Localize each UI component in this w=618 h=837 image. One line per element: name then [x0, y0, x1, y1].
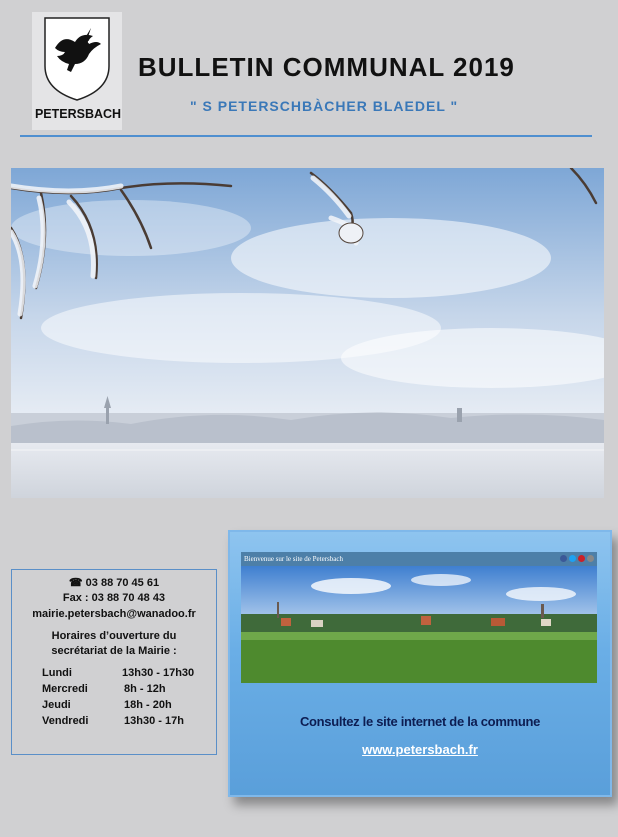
hours-time: 13h30 - 17h30 — [122, 667, 195, 679]
fax-number: Fax : 03 88 70 48 43 — [62, 592, 166, 604]
hours-time: 13h30 - 17h — [124, 715, 184, 727]
hours-heading-line2: secrétariat de la Mairie : — [51, 645, 177, 657]
facebook-icon — [560, 555, 567, 562]
website-url-link[interactable]: www.petersbach.fr — [362, 742, 478, 757]
email-icon — [587, 555, 594, 562]
hours-day: Vendredi — [42, 715, 89, 727]
hours-time: 8h - 12h — [124, 683, 166, 695]
bulletin-title: BULLETIN COMMUNAL 2019 — [138, 52, 515, 82]
hours-day: Mercredi — [42, 683, 88, 695]
website-welcome-text: Bienvenue sur le site de Petersbach — [244, 555, 343, 563]
hero-winter-photo — [11, 168, 604, 498]
mairie-contact-box — [11, 569, 217, 755]
bulletin-subtitle: " S PETERSCHBÀCHER BLAEDEL " — [190, 98, 459, 114]
phone-number: ☎ 03 88 70 45 61 — [68, 577, 160, 589]
commune-name: PETERSBACH — [34, 107, 122, 121]
hours-time: 18h - 20h — [124, 699, 172, 711]
email-address[interactable]: mairie.petersbach@wanadoo.fr — [32, 608, 196, 620]
twitter-icon — [569, 555, 576, 562]
hours-heading-line1: Horaires d’ouverture du — [51, 630, 177, 642]
header-divider — [20, 135, 592, 137]
coat-of-arms-icon — [41, 14, 113, 102]
website-call-to-action: Consultez le site internet de la commune — [299, 714, 541, 729]
website-preview-header — [241, 552, 597, 566]
hours-day: Jeudi — [42, 699, 71, 711]
pinterest-icon — [578, 555, 585, 562]
website-preview-photo — [241, 566, 597, 683]
hours-day: Lundi — [42, 667, 72, 679]
website-card[interactable] — [228, 530, 612, 797]
